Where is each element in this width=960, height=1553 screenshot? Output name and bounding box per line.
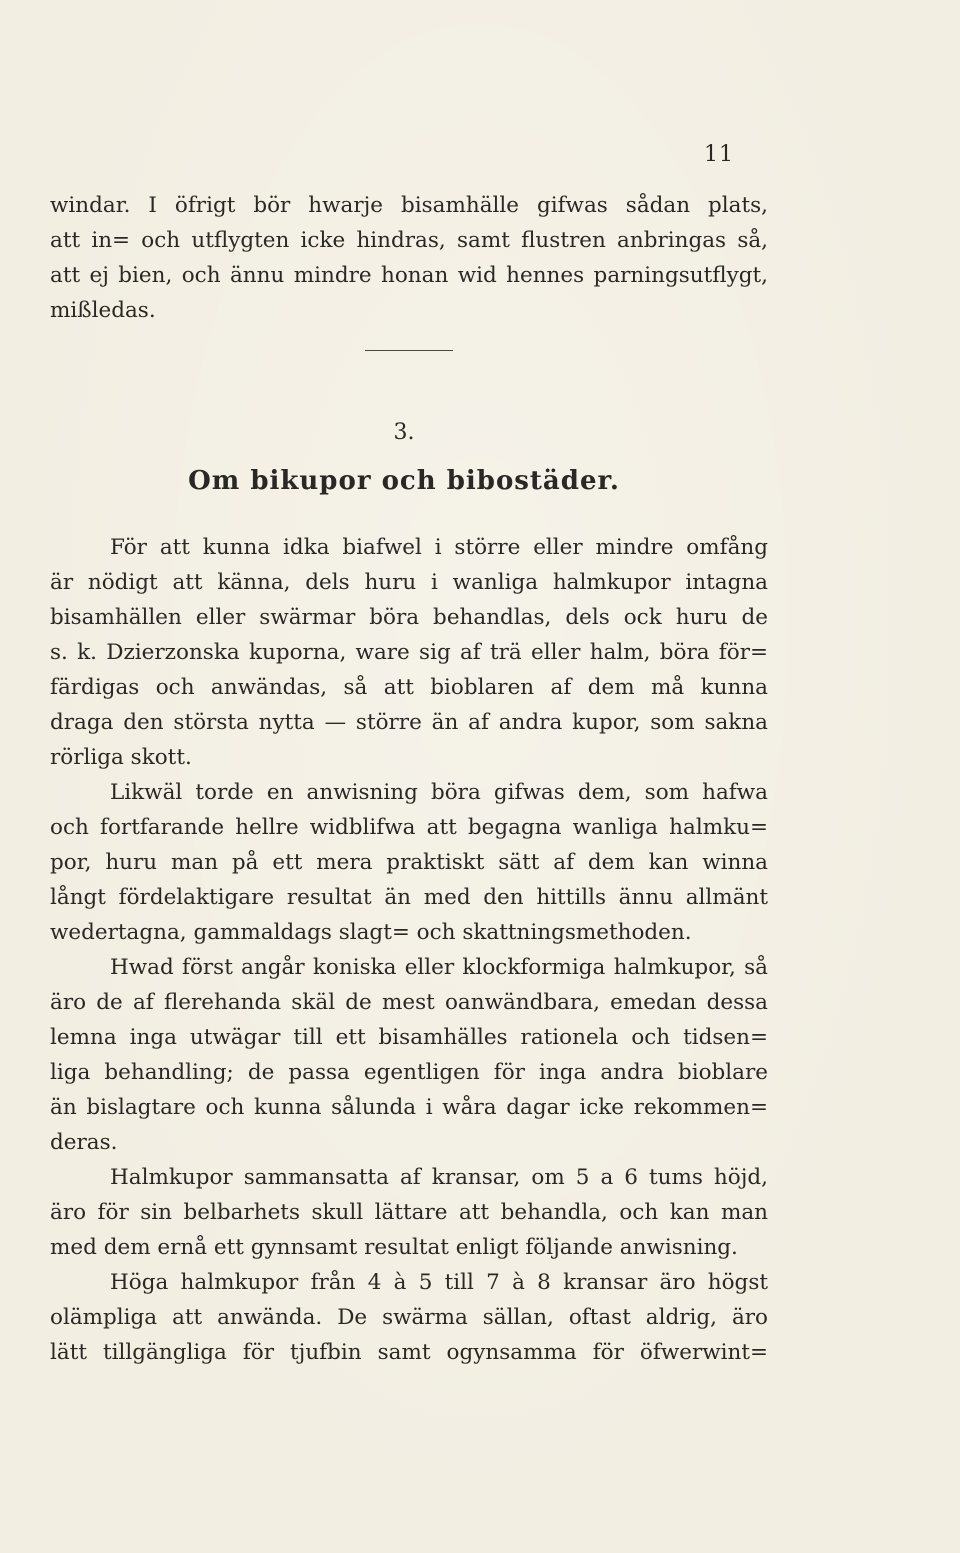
text-line: lätt tillgängliga för tjufbin samt ogynsamma för öfwerwint= <box>50 1340 768 1365</box>
text-line: och fortfarande hellre widblifwa att begagna wanliga halmku= <box>50 815 768 840</box>
text-line: Höga halmkupor från 4 à 5 till 7 à 8 kransar äro högst <box>110 1270 768 1295</box>
text-line: windar. I öfrigt bör hwarje bisamhälle gifwas sådan plats, <box>50 193 768 218</box>
page-number: 11 <box>704 142 734 167</box>
text-line: långt fördelaktigare resultat än med den hittills ännu allmänt <box>50 885 768 910</box>
text-line: att in= och utflygten icke hindras, samt flustren anbringas så, <box>50 228 768 253</box>
text-line: olämpliga att anwända. De swärma sällan, oftast aldrig, äro <box>50 1305 768 1330</box>
text-line: med dem ernå ett gynnsamt resultat enligt följande anwisning. <box>50 1235 738 1260</box>
section-title: Om bikupor och bibostäder. <box>188 466 620 496</box>
text-line: äro de af flerehanda skäl de mest oanwändbara, emedan dessa <box>50 990 768 1015</box>
text-line: Hwad först angår koniska eller klockformiga halmkupor, så <box>110 955 768 980</box>
text-line: draga den största nytta — större än af andra kupor, som sakna <box>50 710 768 735</box>
text-line: wedertagna, gammaldags slagt= och skattningsmethoden. <box>50 920 692 945</box>
text-line: Likwäl torde en anwisning böra gifwas dem, som hafwa <box>110 780 768 805</box>
text-line: Halmkupor sammansatta af kransar, om 5 a 6 tums höjd, <box>110 1165 768 1190</box>
text-line: rörliga skott. <box>50 745 192 770</box>
text-line: mißledas. <box>50 298 156 323</box>
text-line: färdigas och anwändas, så att bioblaren af dem må kunna <box>50 675 768 700</box>
text-line: liga behandling; de passa egentligen för inga andra bioblare <box>50 1060 768 1085</box>
text-line: lemna inga utwägar till ett bisamhälles rationela och tidsen= <box>50 1025 768 1050</box>
text-line: s. k. Dzierzonska kuporna, ware sig af trä eller halm, böra för= <box>50 640 768 665</box>
text-line: por, huru man på ett mera praktiskt sätt af dem kan winna <box>50 850 768 875</box>
text-line: äro för sin belbarhets skull lättare att behandla, och kan man <box>50 1200 768 1225</box>
text-line: För att kunna idka biafwel i större eller mindre omfång <box>110 535 768 560</box>
text-line: att ej bien, och ännu mindre honan wid hennes parningsutflygt, <box>50 263 768 288</box>
text-line: är nödigt att känna, dels huru i wanliga halmkupor intagna <box>50 570 768 595</box>
text-line: än bislagtare och kunna sålunda i wåra dagar icke rekommen= <box>50 1095 768 1120</box>
intro-paragraph <box>50 188 768 328</box>
text-line: deras. <box>50 1130 118 1155</box>
section-number: 3. <box>393 420 415 445</box>
section-divider <box>365 350 453 351</box>
text-line: bisamhällen eller swärmar böra behandlas, dels ock huru de <box>50 605 768 630</box>
section-body <box>50 530 768 1370</box>
